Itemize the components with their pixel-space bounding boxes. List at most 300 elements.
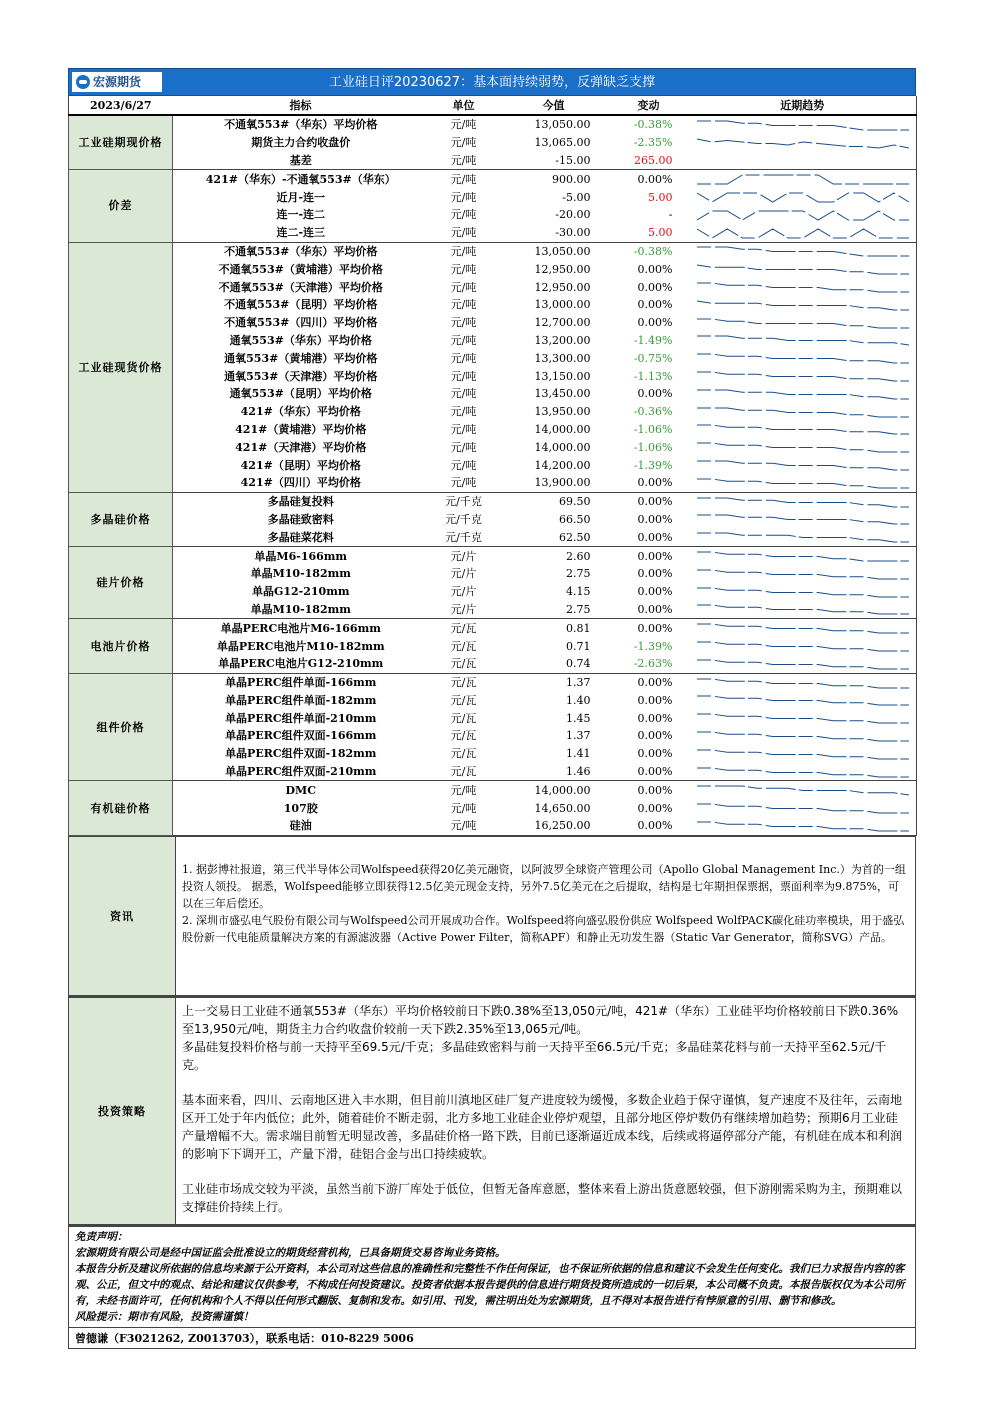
change-cell: 0.00%	[637, 711, 673, 725]
change-cell: 0.00%	[637, 567, 673, 581]
change-cell: 0.00%	[637, 783, 673, 797]
trend-sparkline	[689, 332, 917, 350]
indicator-name: 421#（黄埔港）平均价格	[235, 422, 367, 436]
table-row	[69, 385, 917, 403]
table-row	[69, 278, 917, 296]
change-cell: 0.00%	[637, 172, 673, 186]
sparkline-svg	[695, 118, 911, 132]
value-cell: 13,950.00	[534, 405, 591, 419]
date-header: 2023/6/27	[69, 96, 173, 115]
change-cell: 0.00%	[637, 316, 673, 330]
trend-sparkline	[689, 242, 917, 260]
change-cell: 0.00%	[609, 474, 689, 492]
indicator-name: 421#（昆明）平均价格	[240, 458, 361, 472]
indicator-name: 107胶	[283, 801, 318, 815]
value-cell: 13,065.00	[534, 136, 591, 150]
change-cell: 0.00%	[637, 549, 673, 563]
value-cell: 14,000.00	[534, 440, 591, 454]
unit-cell: 元/吨	[450, 783, 477, 797]
trend-sparkline	[689, 511, 917, 529]
trend-sparkline	[689, 421, 917, 439]
value-cell: 13,450.00	[534, 387, 591, 401]
sparkline-path	[697, 624, 909, 633]
unit-cell: 元/吨	[450, 136, 477, 150]
indicator-name: 421#（华东）-不通氧553#（华东）	[205, 172, 396, 186]
unit-cell: 元/片	[450, 567, 477, 581]
sparkline-path	[697, 229, 909, 238]
disclaimer-line: 宏源期货有限公司是经中国证监会批准设立的期货经营机构，已具备期货交易咨询业务资格。	[75, 1246, 506, 1259]
indicator-name: 单晶PERC组件双面-210mm	[173, 763, 429, 781]
value-cell: 2.75	[499, 601, 609, 619]
indicator-name: 不通氧553#（华东）平均价格	[224, 244, 378, 258]
value-cell: 13,000.00	[534, 298, 591, 312]
trend-sparkline	[689, 314, 917, 332]
report	[68, 68, 916, 1349]
logo-text: 宏源期货	[93, 75, 142, 89]
unit-cell: 元/瓦	[450, 729, 477, 743]
value-cell: 13,200.00	[534, 333, 591, 347]
table-row	[69, 349, 917, 367]
sparkline-path	[697, 822, 909, 831]
trend-sparkline	[689, 296, 917, 314]
table-row	[69, 655, 917, 673]
value-header: 今值	[499, 96, 609, 115]
value-cell: 4.15	[566, 585, 591, 599]
news-content	[176, 836, 916, 995]
trend-sparkline	[689, 367, 917, 385]
unit-cell: 元/片	[450, 549, 477, 563]
sparkline-svg	[695, 262, 911, 276]
sparkline-svg	[695, 639, 911, 653]
trend-sparkline	[689, 601, 917, 619]
sparkline-svg	[695, 333, 911, 347]
unit-cell: 元/千克	[445, 495, 482, 509]
table-row	[69, 511, 917, 529]
table-row	[69, 474, 917, 492]
trend-header: 近期趋势	[689, 96, 917, 115]
trend-sparkline	[689, 637, 917, 655]
table-row	[69, 528, 917, 546]
category-label: 有机硅价格	[69, 781, 173, 835]
unit-cell: 元/瓦	[450, 621, 477, 635]
value-cell: -30.00	[499, 224, 609, 242]
table-row	[69, 296, 917, 314]
risk-warning: 风险提示：期市有风险，投资需谨慎！	[75, 1310, 254, 1323]
change-cell: -	[668, 208, 673, 222]
category-label: 多晶硅价格	[69, 492, 173, 546]
sparkline-svg	[695, 783, 911, 797]
sparkline-svg	[695, 657, 911, 671]
indicator-name: 基差	[173, 152, 429, 170]
report-title: 工业硅日评20230627：基本面持续弱势，反弹缺乏支撑	[328, 75, 656, 90]
table-row	[69, 492, 917, 510]
sparkline-svg	[695, 387, 911, 401]
indicator-name: 连一-连二	[276, 208, 326, 222]
sparkline-path	[697, 750, 909, 759]
value-cell: 13,050.00	[534, 244, 591, 258]
indicator-name: 多晶硅致密料	[267, 512, 334, 526]
indicator-name: 不通氧553#（黄埔港）平均价格	[218, 262, 383, 276]
sparkline-svg	[695, 440, 911, 454]
price-table	[68, 96, 917, 836]
indicator-name: 通氧553#（昆明）平均价格	[229, 387, 372, 401]
change-cell: -2.63%	[609, 655, 689, 673]
sparkline-svg	[695, 298, 911, 312]
unit-cell: 元/吨	[450, 422, 477, 436]
contact-footer: 曾德谦（F3021262, Z0013703），联系电话：010-8229 5006	[69, 1327, 916, 1348]
trend-sparkline	[689, 188, 917, 206]
table-row	[69, 188, 917, 206]
indicator-name: 不通氧553#（华东）平均价格	[224, 118, 378, 132]
indicator-name: 通氧553#（华东）平均价格	[229, 333, 372, 347]
value-cell: 62.50	[499, 528, 609, 546]
sparkline-svg	[695, 458, 911, 472]
sparkline-svg	[695, 208, 911, 222]
trend-sparkline	[689, 745, 917, 763]
table-row	[69, 134, 917, 152]
sparkline-path	[697, 498, 909, 507]
table-row	[69, 565, 917, 583]
table-row	[69, 367, 917, 385]
table-row	[69, 673, 917, 691]
indicator-name: 多晶硅复投料	[267, 495, 334, 509]
indicator-name: 单晶PERC组件单面-210mm	[225, 711, 377, 725]
unit-cell: 元/吨	[429, 152, 499, 170]
value-cell: 1.37	[566, 676, 591, 690]
change-cell: -1.39%	[633, 639, 673, 653]
change-cell: -2.35%	[633, 136, 673, 150]
indicator-header: 指标	[173, 96, 429, 115]
unit-cell: 元/瓦	[450, 711, 477, 725]
change-cell: 0.00%	[637, 729, 673, 743]
unit-cell: 元/千克	[445, 512, 482, 526]
change-cell: 0.00%	[609, 528, 689, 546]
sparkline-path	[697, 139, 909, 148]
sparkline-path	[697, 714, 909, 723]
value-cell: 12,700.00	[534, 316, 591, 330]
unit-cell: 元/瓦	[450, 693, 477, 707]
trend-sparkline	[689, 673, 917, 691]
unit-header: 单位	[429, 96, 499, 115]
unit-cell: 元/吨	[450, 333, 477, 347]
sparkline-svg	[695, 226, 911, 240]
change-cell: 0.00%	[637, 512, 673, 526]
sparkline-path	[697, 283, 909, 292]
sparkline-svg	[695, 136, 911, 150]
sparkline-svg	[695, 819, 911, 833]
disclaimer-title: 免责声明：	[75, 1230, 128, 1243]
unit-cell: 元/吨	[450, 440, 477, 454]
value-cell: 14,000.00	[534, 422, 591, 436]
trend-sparkline	[689, 438, 917, 456]
sparkline-path	[697, 461, 909, 470]
value-cell: -15.00	[499, 152, 609, 170]
strategy-section	[68, 996, 916, 1225]
news-section	[68, 836, 916, 996]
table-row	[69, 763, 917, 781]
disclaimer	[69, 1226, 916, 1328]
sparkline-svg	[695, 567, 911, 581]
trend-sparkline	[689, 727, 917, 745]
value-cell: 0.71	[566, 639, 591, 653]
unit-cell: 元/瓦	[450, 639, 477, 653]
table-row	[69, 601, 917, 619]
change-cell: 0.00%	[637, 747, 673, 761]
trend-sparkline	[689, 655, 917, 673]
unit-cell: 元/瓦	[450, 676, 477, 690]
indicator-name: 不通氧553#（昆明）平均价格	[224, 298, 378, 312]
sparkline-path	[697, 211, 909, 220]
trend-sparkline	[689, 692, 917, 710]
table-row	[69, 260, 917, 278]
unit-cell: 元/吨	[429, 474, 499, 492]
change-cell: 5.00	[609, 224, 689, 242]
trend-sparkline	[689, 152, 917, 170]
value-cell: 14,650.00	[534, 801, 591, 815]
table-row	[69, 637, 917, 655]
trend-sparkline	[689, 817, 917, 835]
value-cell: 13,150.00	[534, 369, 591, 383]
value-cell: 900.00	[552, 172, 591, 186]
table-row	[69, 224, 917, 242]
strategy-paragraph: 基本面来看，四川、云南地区进入丰水期，但目前川滇地区硅厂复产进度较为缓慢，多数企业趋于保守谨慎，复产速度不及往年，云南地区开工处于年内低位；此外，随着硅价不断走弱，北方多地工业硅企业停炉观望，且部分地区停炉数仍有继续增加趋势；预期6月工业硅产量增幅不大。需求端目前暂无明显改善，多晶硅价格一路下跌，目前已逐渐逼近成本线，后续或将逼停部分产能，有机硅在成本和利润的影响下下调开工，产量下滑，硅铝合金与出口持续疲软。	[182, 1092, 903, 1161]
sparkline-svg	[695, 405, 911, 419]
change-cell: 0.00%	[637, 262, 673, 276]
indicator-name: 硅油	[173, 817, 429, 835]
unit-cell: 元/吨	[450, 405, 477, 419]
table-row	[69, 456, 917, 474]
sparkline-svg	[695, 190, 911, 204]
indicator-name: 不通氧553#（四川）平均价格	[224, 316, 378, 330]
report-header	[68, 68, 916, 96]
unit-cell: 元/吨	[450, 387, 477, 401]
indicator-name: 单晶PERC组件单面-182mm	[225, 693, 377, 707]
change-cell: -0.75%	[633, 351, 673, 365]
trend-sparkline	[689, 528, 917, 546]
unit-cell: 元/片	[450, 585, 477, 599]
unit-cell: 元/吨	[450, 262, 477, 276]
trend-sparkline	[689, 349, 917, 367]
value-cell: 1.46	[499, 763, 609, 781]
value-cell: 13,300.00	[534, 351, 591, 365]
unit-cell: 元/千克	[429, 528, 499, 546]
unit-cell: 元/吨	[450, 118, 477, 132]
trend-sparkline	[689, 170, 917, 188]
unit-cell: 元/瓦	[429, 655, 499, 673]
trend-sparkline	[689, 385, 917, 403]
sparkline-svg	[695, 765, 911, 779]
table-row	[69, 547, 917, 565]
table-row	[69, 314, 917, 332]
sparkline-svg	[695, 351, 911, 365]
trend-sparkline	[689, 763, 917, 781]
indicator-name: 421#（四川）平均价格	[173, 474, 429, 492]
indicator-name: 通氧553#（天津港）平均价格	[224, 369, 378, 383]
indicator-name: 单晶M10-182mm	[173, 601, 429, 619]
change-cell: 0.00%	[637, 585, 673, 599]
sparkline-svg	[695, 676, 911, 690]
change-cell: 0.00%	[637, 693, 673, 707]
trend-sparkline	[689, 260, 917, 278]
strategy-label: 投资策略	[69, 997, 176, 1225]
category-label: 硅片价格	[69, 547, 173, 619]
table-row	[69, 781, 917, 799]
indicator-name: DMC	[285, 783, 316, 797]
sparkline-svg	[695, 530, 911, 544]
table-row	[69, 745, 917, 763]
unit-cell: 元/片	[429, 601, 499, 619]
change-cell: -0.38%	[633, 244, 673, 258]
indicator-name: 单晶PERC组件双面-166mm	[225, 729, 377, 743]
indicator-name: 通氧553#（黄埔港）平均价格	[224, 351, 378, 365]
value-cell: 0.81	[566, 621, 591, 635]
sparkline-svg	[695, 801, 911, 815]
unit-cell: 元/吨	[450, 316, 477, 330]
sparkline-svg	[695, 747, 911, 761]
table-row	[69, 403, 917, 421]
table-row	[69, 817, 917, 835]
sparkline-svg	[695, 244, 911, 258]
news-item: 1. 据彭博社报道，第三代半导体公司Wolfspeed获得20亿美元融资，以阿波罗全球资产管理公司（Apollo Global Management Inc.）为首的一组投资人领投。 据悉，Wolfspeed能够立即获得12.5亿美元现金支持，另外7.5亿美元在之后提取，结构是七年期担保票据，票面利率为9.875%，可以在三年后偿还。	[182, 862, 906, 910]
change-cell: -1.06%	[633, 422, 673, 436]
sparkline-svg	[695, 316, 911, 330]
indicator-name: 单晶PERC组件单面-166mm	[225, 676, 377, 690]
change-cell: -0.36%	[633, 405, 673, 419]
indicator-name: 单晶M10-182mm	[250, 567, 351, 581]
unit-cell: 元/吨	[450, 190, 477, 204]
change-header: 变动	[609, 96, 689, 115]
indicator-name: 单晶G12-210mm	[251, 585, 350, 599]
sparkline-path	[697, 443, 909, 452]
table-row	[69, 583, 917, 601]
indicator-name: 421#（华东）平均价格	[240, 405, 361, 419]
sparkline-path	[697, 732, 909, 741]
value-cell: 1.45	[566, 711, 591, 725]
sparkline-path	[697, 660, 909, 669]
sparkline-path	[697, 372, 909, 381]
change-cell: 0.00%	[637, 676, 673, 690]
sparkline-path	[697, 193, 909, 202]
value-cell: 13,050.00	[534, 118, 591, 132]
table-header-row	[69, 96, 917, 115]
value-cell: 16,250.00	[499, 817, 609, 835]
trend-sparkline	[689, 474, 917, 492]
value-cell: 2.60	[566, 549, 591, 563]
unit-cell: 元/瓦	[429, 763, 499, 781]
unit-cell: 元/吨	[429, 224, 499, 242]
value-cell: 14,200.00	[534, 458, 591, 472]
unit-cell: 元/吨	[429, 817, 499, 835]
sparkline-path	[697, 570, 909, 579]
sparkline-path	[697, 515, 909, 524]
sparkline-path	[697, 354, 909, 363]
sparkline-svg	[695, 729, 911, 743]
table-row	[69, 692, 917, 710]
value-cell: 69.50	[559, 495, 591, 509]
trend-sparkline	[689, 278, 917, 296]
unit-cell: 元/吨	[450, 172, 477, 186]
value-cell: 13,900.00	[499, 474, 609, 492]
trend-sparkline	[689, 403, 917, 421]
category-label: 工业硅现货价格	[69, 242, 173, 492]
sparkline-svg	[695, 153, 911, 167]
trend-sparkline	[689, 456, 917, 474]
table-row	[69, 619, 917, 637]
disclaimer-section	[68, 1225, 916, 1349]
sparkline-svg	[695, 369, 911, 383]
category-label: 工业硅期现价格	[69, 115, 173, 170]
indicator-name: 单晶PERC电池片M10-182mm	[216, 639, 385, 653]
trend-sparkline	[689, 709, 917, 727]
table-row	[69, 115, 917, 134]
change-cell: -0.38%	[633, 118, 673, 132]
indicator-name: 多晶硅菜花料	[173, 528, 429, 546]
sparkline-svg	[695, 422, 911, 436]
unit-cell: 元/瓦	[450, 747, 477, 761]
value-cell: -5.00	[562, 190, 591, 204]
sparkline-svg	[695, 495, 911, 509]
sparkline-svg	[695, 512, 911, 526]
table-row	[69, 206, 917, 224]
strategy-content	[176, 997, 916, 1225]
sparkline-svg	[695, 549, 911, 563]
value-cell: -20.00	[555, 208, 591, 222]
unit-cell: 元/吨	[450, 298, 477, 312]
news-label: 资讯	[69, 836, 176, 995]
sparkline-svg	[695, 693, 911, 707]
value-cell: 2.75	[566, 567, 591, 581]
sparkline-path	[697, 265, 909, 274]
change-cell: -1.13%	[633, 369, 673, 383]
trend-sparkline	[689, 547, 917, 565]
sparkline-svg	[695, 476, 911, 490]
sparkline-path	[697, 408, 909, 417]
change-cell: 0.00%	[609, 601, 689, 619]
sparkline-path	[697, 425, 909, 434]
sparkline-path	[697, 390, 909, 399]
trend-sparkline	[689, 492, 917, 510]
sparkline-path	[697, 479, 909, 488]
sparkline-path	[697, 786, 909, 795]
sparkline-svg	[695, 585, 911, 599]
change-cell: 0.00%	[609, 817, 689, 835]
change-cell: -1.39%	[633, 458, 673, 472]
trend-sparkline	[689, 583, 917, 601]
indicator-name: 单晶PERC组件双面-182mm	[225, 747, 377, 761]
indicator-name: 不通氧553#（天津港）平均价格	[218, 280, 383, 294]
sparkline-svg	[695, 711, 911, 725]
change-cell: 0.00%	[637, 280, 673, 294]
unit-cell: 元/吨	[450, 458, 477, 472]
strategy-paragraph: 多晶硅复投料价格与前一天持平至69.5元/千克；多晶硅致密料与前一天持平至66.5元/千克；多晶硅菜花料与前一天持平至62.5元/千克。	[182, 1039, 887, 1072]
sparkline-path	[697, 336, 909, 345]
value-cell: 12,950.00	[534, 280, 591, 294]
trend-sparkline	[689, 781, 917, 799]
sparkline-path	[697, 319, 909, 328]
sparkline-path	[697, 605, 909, 614]
change-cell: -1.06%	[633, 440, 673, 454]
value-cell: 1.41	[566, 747, 591, 761]
value-cell: 14,000.00	[534, 783, 591, 797]
sparkline-path	[697, 552, 909, 561]
trend-sparkline	[689, 115, 917, 134]
value-cell: 12,950.00	[534, 262, 591, 276]
unit-cell: 元/吨	[450, 244, 477, 258]
sparkline-svg	[695, 602, 911, 616]
category-label: 组件价格	[69, 673, 173, 781]
sparkline-path	[697, 768, 909, 777]
table-row	[69, 152, 917, 170]
